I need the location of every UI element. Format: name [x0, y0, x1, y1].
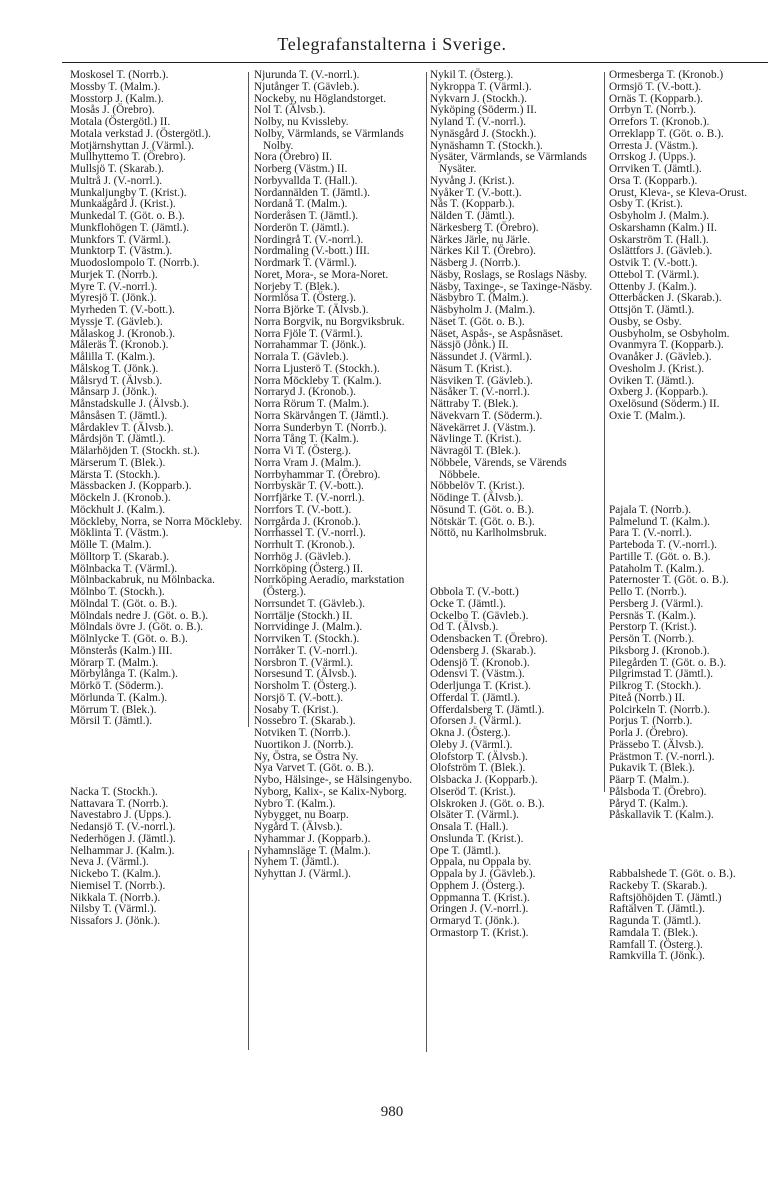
directory-entry: Olofstorp T. (Älvsb.).	[430, 750, 528, 763]
directory-entry: Myresjö T. (Jönk.).	[70, 292, 157, 305]
directory-entry: Näsby, Roslags, se Roslags Näsby.	[430, 268, 587, 281]
page-number: 980	[380, 1104, 404, 1120]
directory-entry: Ope T. (Jämtl.).	[430, 844, 501, 857]
directory-entry: Mölnlycke T. (Göt. o. B.).	[70, 633, 188, 645]
directory-entry: Nya Varvet T. (Göt. o. B.).	[254, 762, 374, 775]
directory-entry: Målilla T. (Kalm.).	[70, 351, 156, 363]
directory-entry: Närkes Kil T. (Örebro).	[430, 245, 536, 258]
directory-entry: Ousbyholm, se Osbyholm.	[609, 327, 730, 340]
directory-entry: Norra Fjöle T. (Värml.).	[254, 327, 363, 340]
directory-entry: Norrfors T. (V.-bott.).	[254, 503, 352, 516]
directory-entry: Norra Möckleby T. (Kalm.).	[254, 374, 382, 387]
directory-entry: Ovanmyra T. (Kopparb.).	[609, 339, 724, 352]
directory-entry: Mårdsjön T. (Jämtl.).	[70, 433, 166, 446]
spacer	[430, 564, 604, 576]
directory-entry: Påryd T. (Kalm.).	[609, 797, 688, 810]
directory-entry: Orsa T. (Kopparb.).	[609, 174, 698, 187]
directory-entry: Nävekvarn T. (Söderm.).	[430, 409, 543, 422]
spacer	[609, 481, 781, 493]
directory-entry: Mässbacken J. (Kopparb.).	[70, 480, 192, 493]
directory-entry: Olseröd T. (Krist.).	[430, 785, 516, 798]
directory-entry: Närkes Järle, nu Järle.	[430, 233, 531, 246]
directory-entry: Multrå J. (V.-norrl.).	[70, 174, 163, 187]
directory-entry: Mullhyttemo T. (Örebro).	[70, 151, 186, 164]
directory-entry: Olofström T. (Blek.).	[430, 762, 526, 775]
directory-entry: Norderön T. (Jämtl.).	[254, 221, 350, 234]
directory-entry: Norrköping (Österg.) II.	[254, 562, 363, 575]
directory-entry: Nås T. (Kopparb.).	[430, 198, 515, 211]
directory-entry: Oppala, nu Oppala by.	[430, 856, 532, 869]
directory-entry: Nordingrå T. (V.-norrl.).	[254, 233, 364, 246]
directory-entry: Nuortikon J. (Norrb.).	[254, 738, 354, 751]
directory-entry: Näsberg J. (Norrb.).	[430, 257, 521, 269]
directory-entry: Oskarshamn (Kalm.) II.	[609, 221, 717, 234]
directory-entry: Munkflohögen T. (Jämtl.).	[70, 221, 190, 234]
directory-entry: Opphem J. (Österg.).	[430, 879, 525, 892]
directory-entry: Nyhamnsläge T. (Malm.).	[254, 844, 371, 857]
directory-entry: Orrskog J. (Upps.).	[609, 151, 696, 164]
directory-entry: Norra Björke T. (Älvsb.).	[254, 304, 369, 316]
column-4	[609, 70, 781, 963]
directory-entry: Niemisel T. (Norrb.).	[70, 879, 166, 892]
directory-entry: Näsåker T. (V.-norrl.).	[430, 386, 530, 399]
column-divider-1b	[248, 850, 249, 1050]
column-3	[430, 70, 604, 940]
directory-entry: Norrvidinge J. (Malm.).	[254, 621, 363, 634]
directory-entry: Od T. (Älvsb.).	[430, 621, 499, 634]
directory-entry: Ovesholm J. (Krist.).	[609, 362, 705, 375]
directory-entry: Märserum T. (Blek.).	[70, 456, 166, 469]
directory-entry: Måleräs T. (Kronob.).	[70, 339, 169, 352]
directory-entry: Oppala by J. (Gävleb.).	[430, 868, 536, 880]
directory-entry: Nyborg, Kalix-, se Kalix-Nyborg.	[254, 785, 407, 798]
directory-entry: Nattavara T. (Norrb.).	[70, 797, 169, 810]
directory-entry: Nossebro T. (Skarab.).	[254, 715, 356, 728]
directory-entry: Ragunda T. (Jämtl.).	[609, 915, 702, 927]
directory-entry: Persnäs T. (Kalm.).	[609, 609, 697, 622]
directory-entry: Okna J. (Österg.).	[430, 727, 511, 739]
directory-entry: Nosaby T. (Krist.).	[254, 703, 339, 716]
directory-entry: Nordmark T. (Värml.).	[254, 257, 357, 269]
directory-entry: Onsala T. (Hall.).	[430, 821, 509, 833]
directory-entry: Nyhammar J. (Kopparb.).	[254, 832, 371, 845]
directory-entry: Norberg (Västm.) II.	[254, 163, 348, 175]
directory-entry: Palmelund T. (Kalm.).	[609, 515, 710, 528]
directory-entry: Olsäter T. (Värml.).	[430, 809, 519, 822]
directory-entry: Nävragöl T. (Blek.).	[430, 445, 521, 457]
directory-entry: Mölnbackabruk, nu Mölnbacka.	[70, 574, 215, 587]
spacer	[609, 493, 781, 505]
directory-entry: Mörkö T. (Söderm.).	[70, 680, 164, 692]
directory-entry: Målsryd T. (Älvsb.).	[70, 374, 163, 387]
spacer	[430, 552, 604, 564]
directory-entry: Ousby, se Osby.	[609, 315, 682, 328]
directory-entry: Månsåsen T. (Jämtl.).	[70, 409, 168, 422]
directory-entry: Norbyvallda T. (Hall.).	[254, 174, 358, 187]
directory-entry: Prästmon T. (V.-norrl.).	[609, 750, 715, 763]
directory-entry: Norrhult T. (Kronob.).	[254, 539, 355, 551]
column-divider-3	[604, 72, 605, 792]
directory-entry: Norjeby T. (Blek.).	[254, 280, 340, 293]
directory-entry: Pilegården T. (Göt. o. B.).	[609, 656, 727, 669]
directory-entry: Mörlunda T. (Kalm.).	[70, 691, 168, 704]
directory-entry: Mörsil T. (Jämtl.).	[70, 715, 153, 728]
directory-entry: Norra Vram J. (Malm.).	[254, 456, 362, 469]
directory-entry: Nävekärret J. (Västm.).	[430, 421, 536, 434]
directory-entry: Norrgårda J. (Kronob.).	[254, 515, 361, 528]
directory-entry: Norrsundet T. (Gävleb.).	[254, 597, 365, 610]
directory-entry: Para T. (V.-norrl.).	[609, 527, 692, 540]
directory-entry: Pello T. (Norrb.).	[609, 586, 687, 598]
directory-entry: Munktorp T. (Västm.).	[70, 245, 173, 258]
spacer	[609, 822, 781, 834]
directory-entry: Nöttö, nu Karlholmsbruk.	[430, 527, 547, 540]
directory-entry: Mölltorp T. (Skarab.).	[70, 550, 170, 563]
section-first-entry: Pajala T. (Norrb.).	[609, 503, 692, 516]
directory-entry: Nykil T. (Österg.).	[430, 69, 514, 81]
directory-entry: Offerdal T. (Jämtl.).	[430, 691, 521, 704]
directory-entry: Nöbbele, Värends, se Värends Nöbbele.	[430, 456, 567, 481]
directory-entry: Nykvarn J. (Stockh.).	[430, 92, 527, 105]
directory-entry: Oleby J. (Värml.).	[430, 738, 513, 751]
directory-entry: Nybo, Hälsinge-, se Hälsingenybo.	[254, 774, 413, 786]
directory-entry: Nässundet J. (Värml.).	[430, 351, 532, 363]
directory-entry: Norrtälje (Stockh.) II.	[254, 609, 353, 622]
column-2	[254, 70, 426, 881]
directory-entry: Pukavik T. (Blek.).	[609, 762, 695, 775]
directory-entry: Muodoslompolo T. (Norrb.).	[70, 257, 200, 269]
directory-entry: Norrala T. (Gävleb.).	[254, 351, 349, 363]
directory-entry: Nelhammar J. (Kalm.).	[70, 844, 175, 857]
directory-entry: Nynäsgård J. (Stockh.).	[430, 127, 537, 140]
directory-entry: Oxberg J. (Kopparb.).	[609, 386, 709, 399]
section-first-entry: Nacka T. (Stockh.).	[70, 785, 158, 798]
directory-entry: Märsta T. (Stockh.).	[70, 468, 161, 481]
directory-entry: Olsbacka J. (Kopparb.).	[430, 774, 538, 786]
directory-entry: Närkesberg T. (Örebro).	[430, 221, 539, 234]
directory-entry: Ormsjö T. (V.-bott.).	[609, 80, 702, 93]
directory-entry: Norra Borgvik, nu Borgviksbruk.	[254, 315, 405, 328]
directory-entry: Norra Vi T. (Österg.).	[254, 445, 351, 457]
directory-entry: Nikkala T. (Norrb.).	[70, 891, 161, 904]
directory-entry: Piteå (Norrb.) II.	[609, 691, 685, 704]
directory-entry: Parteboda T. (V.-norrl.).	[609, 539, 717, 551]
directory-entry: Norra Rörum T. (Malm.).	[254, 398, 370, 410]
directory-entry: Persberg J. (Värml.).	[609, 597, 704, 610]
directory-entry: Norrviken T. (Stockh.).	[254, 633, 360, 645]
directory-entry: Paternoster T. (Göt. o. B.).	[609, 574, 729, 587]
directory-entry: Nockeby, nu Höglandstorget.	[254, 92, 387, 105]
directory-entry: Nissafors J. (Jönk.).	[70, 915, 161, 927]
directory-entry: Mörbylånga T. (Kalm.).	[70, 668, 178, 681]
directory-entry: Nederhögen J. (Jämtl.).	[70, 832, 176, 845]
directory-entry: Ormastorp T. (Krist.).	[430, 926, 529, 939]
directory-entry: Onslunda T. (Krist.).	[430, 832, 524, 845]
directory-entry: Munkedal T. (Göt. o. B.).	[70, 210, 185, 222]
directory-entry: Nilsby T. (Värml.).	[70, 903, 157, 916]
directory-entry: Nybro T. (Kalm.).	[254, 797, 336, 810]
directory-entry: Norrfjärke T. (V.-norrl.).	[254, 492, 365, 504]
directory-entry: Norraryd J. (Kronob.).	[254, 386, 356, 399]
directory-entry: Nötskär T. (Göt. o. B.).	[430, 515, 535, 528]
directory-entry: Motjärnshyttan J. (Värml.).	[70, 139, 194, 152]
directory-entry: Njutånger T. (Gävleb.).	[254, 80, 360, 93]
spacer	[70, 763, 242, 775]
directory-entry: Nälden T. (Jämtl.).	[430, 210, 515, 222]
directory-entry: Nässjö (Jönk.) II.	[430, 339, 509, 352]
spacer	[70, 752, 242, 764]
directory-entry: Mölnbacka T. (Värml.).	[70, 562, 178, 575]
directory-entry: Näsby, Taxinge-, se Taxinge-Näsby.	[430, 280, 593, 293]
section-first-entry: Rabbalshede T. (Göt. o. B.).	[609, 868, 736, 880]
directory-entry: Odensberg J. (Skarab.).	[430, 644, 537, 657]
directory-entry: Nödinge T. (Älvsb.).	[430, 492, 524, 504]
directory-entry: Oringen J. (V.-norrl.).	[430, 903, 529, 916]
directory-entry: Norrbyhammar T. (Örebro).	[254, 468, 381, 481]
directory-entry: Månsarp J. (Jönk.).	[70, 386, 157, 399]
directory-entry: Offerdalsberg T. (Jämtl.).	[430, 703, 545, 716]
column-divider-1	[248, 72, 249, 727]
directory-entry: Orrviken T. (Jämtl.).	[609, 163, 702, 175]
directory-entry: Pilgrimstad T. (Jämtl.).	[609, 668, 714, 681]
directory-entry: Raftsjöhöjden T. (Jämtl.)	[609, 891, 722, 904]
spacer	[430, 540, 604, 552]
directory-entry: Norrköping Aeradio, markstation (Österg.).	[254, 574, 405, 598]
directory-entry: Norra Tång T. (Kalm.).	[254, 433, 359, 446]
directory-entry: Mörrum T. (Blek.).	[70, 703, 157, 716]
directory-entry: Munkaägård J. (Krist.).	[70, 198, 176, 211]
directory-entry: Näset T. (Göt. o. B.).	[430, 315, 525, 328]
directory-entry: Nol T. (Älvsb.).	[254, 104, 326, 117]
directory-entry: Oxie T. (Malm.).	[609, 409, 686, 422]
directory-entry: Nordanå T. (Malm.).	[254, 198, 348, 211]
directory-entry: Näsum T. (Krist.).	[430, 362, 513, 375]
directory-entry: Odensbacken T. (Örebro).	[430, 633, 548, 645]
directory-entry: Nygård T. (Älvsb.).	[254, 821, 343, 833]
directory-entry: Odensjö T. (Kronob.).	[430, 656, 530, 669]
spacer	[609, 446, 781, 458]
directory-entry: Nykroppa T. (Värml.).	[430, 80, 532, 93]
directory-entry: Ockelbo T. (Gävleb.).	[430, 609, 529, 622]
page-title: Telegrafanstalterna i Sverige.	[277, 34, 507, 54]
directory-entry: Murjek T. (Norrb.).	[70, 268, 158, 281]
directory-entry: Ramkvilla T. (Jönk.).	[609, 950, 705, 963]
directory-entry: Ottenby J. (Kalm.).	[609, 280, 697, 293]
directory-entry: Norråker T. (V.-norrl.).	[254, 644, 358, 657]
directory-entry: Mossby T. (Malm.).	[70, 80, 161, 93]
directory-entry: Mölndal T. (Göt. o. B.).	[70, 597, 178, 610]
directory-entry: Mårdaklev T. (Älvsb.).	[70, 421, 174, 434]
spacer	[609, 458, 781, 470]
directory-entry: Mosstorp J. (Kalm.).	[70, 92, 164, 105]
directory-entry: Norderåsen T. (Jämtl.).	[254, 210, 359, 222]
directory-entry: Nysäter, Värmlands, se Värmlands Nysäter.	[430, 151, 587, 175]
directory-entry: Oforsen J. (Värml.).	[430, 715, 522, 728]
directory-entry: Oskarström T. (Hall.).	[609, 233, 709, 246]
header-rule	[62, 62, 768, 63]
directory-entry: Odensvi T. (Västm.).	[430, 668, 525, 681]
directory-entry: Pilkrog T. (Stockh.).	[609, 680, 702, 692]
directory-entry: Oppmanna T. (Krist.).	[430, 891, 530, 904]
directory-entry: Partille T. (Göt. o. B.).	[609, 550, 711, 563]
directory-entry: Porjus T. (Norrb.).	[609, 715, 693, 728]
spacer	[609, 470, 781, 482]
directory-entry: Raftälven T. (Jämtl.).	[609, 903, 705, 916]
directory-entry: Mullsjö T. (Skarab.).	[70, 163, 165, 175]
column-1	[70, 70, 242, 928]
directory-entry: Målskog T. (Jönk.).	[70, 362, 159, 375]
directory-entry: Noret, Mora-, se Mora-Noret.	[254, 268, 389, 281]
directory-entry: Nyland T. (V.-norrl.).	[430, 116, 527, 128]
directory-entry: Möklinta T. (Västm.).	[70, 527, 169, 540]
directory-entry: Nybygget, nu Boarp.	[254, 809, 349, 822]
directory-entry: Norrahammar T. (Jönk.).	[254, 339, 367, 352]
directory-entry: Ormesberga T. (Kronob.)	[609, 69, 724, 81]
directory-entry: Påskallavik T. (Kalm.).	[609, 809, 714, 822]
directory-entry: Näsbybro T. (Malm.).	[430, 292, 529, 305]
directory-entry: Norsholm T. (Österg.).	[254, 680, 357, 692]
directory-entry: Nöbbelöv T. (Krist.).	[430, 480, 525, 493]
directory-entry: Norsbron T. (Värml.).	[254, 656, 354, 669]
directory-entry: Månstadskulle J. (Älvsb.).	[70, 398, 189, 410]
directory-entry: Norrbyskär T. (V.-bott.).	[254, 480, 364, 493]
column-divider-2	[426, 72, 427, 1052]
directory-entry: Nyköping (Söderm.) II.	[430, 104, 537, 117]
directory-entry: Oderljunga T. (Krist.).	[430, 680, 531, 692]
directory-entry: Oviken T. (Jämtl.).	[609, 374, 695, 387]
directory-entry: Orrbyn T. (Norrb.).	[609, 104, 697, 117]
directory-entry: Ovanåker J. (Gävleb.).	[609, 351, 712, 363]
directory-entry: Nordmaling (V.-bott.) III.	[254, 245, 370, 258]
directory-entry: Orrefors T. (Kronob.).	[609, 116, 710, 128]
directory-entry: Ny, Östra, se Östra Ny.	[254, 750, 359, 763]
directory-entry: Ornäs T. (Kopparb.).	[609, 92, 704, 105]
directory-entry: Norrhassel T. (V.-norrl.).	[254, 527, 366, 540]
spacer	[70, 740, 242, 752]
directory-entry: Polcirkeln T. (Norrb.).	[609, 703, 710, 716]
directory-entry: Ottebol T. (Värml.).	[609, 268, 700, 281]
directory-entry: Nyåker T. (V.-bott.).	[430, 186, 522, 199]
directory-entry: Myssje T. (Gävleb.).	[70, 315, 163, 328]
directory-entry: Munkfors T. (Värml.).	[70, 233, 171, 246]
directory-entry: Näsviken T. (Gävleb.).	[430, 374, 533, 387]
directory-entry: Mönsterås (Kalm.) III.	[70, 644, 173, 657]
directory-entry: Näsbyholm J. (Malm.).	[430, 304, 536, 316]
directory-entry: Prässebo T. (Älvsb.).	[609, 738, 704, 751]
directory-entry: Nolby, nu Kvissleby.	[254, 116, 349, 128]
directory-entry: Nyhem T. (Jämtl.).	[254, 856, 340, 869]
directory-entry: Möckhult J. (Kalm.).	[70, 503, 166, 516]
directory-entry: Nynäshamn T. (Stockh.).	[430, 139, 543, 152]
directory-entry: Möckeln J. (Kronob.).	[70, 492, 171, 504]
spacer	[609, 434, 781, 446]
directory-entry: Oslättfors J. (Gävleb.).	[609, 245, 713, 258]
directory-entry: Oxelösund (Söderm.) II.	[609, 398, 720, 410]
directory-entry: Perstorp T. (Krist.).	[609, 621, 697, 634]
directory-entry: Mölnbo T. (Stockh.).	[70, 586, 165, 598]
directory-entry: Mölndals nedre J. (Göt. o. B.).	[70, 609, 209, 622]
directory-entry: Olskroken J. (Göt. o. B.).	[430, 797, 545, 810]
directory-entry: Orresta J. (Västm.).	[609, 139, 698, 152]
directory-entry: Norrhög J. (Gävleb.).	[254, 550, 351, 563]
directory-entry: Persön T. (Norrb.).	[609, 633, 695, 645]
directory-entry: Otterbäcken J. (Skarab.).	[609, 292, 722, 305]
directory-entry: Mölle T. (Malm.).	[70, 539, 152, 551]
directory-entry: Ramfall T. (Österg.).	[609, 938, 703, 951]
directory-entry: Ocke T. (Jämtl.).	[430, 597, 506, 610]
directory-entry: Nora (Örebro) II.	[254, 151, 333, 164]
directory-entry: Osbyholm J. (Malm.).	[609, 210, 710, 222]
directory-entry: Munkaljungby T. (Krist.).	[70, 186, 187, 199]
directory-entry: Nättraby T. (Blek.).	[430, 398, 519, 410]
directory-entry: Norra Skärvången T. (Jämtl.).	[254, 409, 389, 422]
directory-entry: Orreklapp T. (Göt. o. B.).	[609, 127, 724, 140]
directory-entry: Rackeby T. (Skarab.).	[609, 879, 708, 892]
directory-entry: Nävlinge T. (Krist.).	[430, 433, 522, 446]
directory-entry: Mälarhöjden T. (Stockh. st.).	[70, 445, 200, 457]
directory-entry: Nolby, Värmlands, se Värmlands Nolby.	[254, 127, 404, 152]
directory-entry: Norra Sunderbyn T. (Norrb.).	[254, 421, 387, 434]
directory-entry: Njurunda T. (V.-norrl.).	[254, 69, 360, 81]
directory-entry: Norra Ljusterö T. (Stockh.).	[254, 362, 380, 375]
directory-entry: Ormaryd T. (Jönk.).	[430, 915, 520, 927]
directory-entry: Nyvång J. (Krist.).	[430, 174, 515, 187]
directory-entry: Möckleby, Norra, se Norra Möckleby.	[70, 515, 243, 528]
directory-entry: Myre T. (V.-norrl.).	[70, 280, 158, 293]
directory-entry: Normlösa T. (Österg.).	[254, 292, 356, 305]
directory-entry: Nickebo T. (Kalm.).	[70, 868, 161, 880]
directory-entry: Ottsjön T. (Jämtl.).	[609, 304, 695, 316]
directory-entry: Nösund T. (Göt. o. B.).	[430, 503, 535, 516]
directory-entry: Nyhyttan J. (Värml.).	[254, 868, 351, 880]
directory-entry: Pataholm T. (Kalm.).	[609, 562, 705, 575]
directory-entry: Norsesund T. (Älvsb.).	[254, 668, 357, 681]
directory-entry: Nordannälden T. (Jämtl.).	[254, 186, 370, 199]
directory-entry: Piksborg J. (Kronob.).	[609, 644, 710, 657]
spacer	[70, 775, 242, 787]
directory-entry: Moskosel T. (Norrb.).	[70, 69, 169, 81]
directory-entry: Osby T. (Krist.).	[609, 198, 683, 211]
directory-entry: Ostvik T. (V.-bott.).	[609, 257, 698, 269]
directory-entry: Målaskog J. (Kronob.).	[70, 327, 176, 340]
directory-entry: Näset, Aspås-, se Aspåsnäset.	[430, 327, 564, 340]
spacer	[609, 834, 781, 846]
section-first-entry: Obbola T. (V.-bott.)	[430, 586, 519, 598]
directory-entry: Orust, Kleva-, se Kleva-Orust.	[609, 186, 748, 199]
directory-entry: Navestabro J. (Upps.).	[70, 809, 172, 822]
directory-entry: Päarp T. (Malm.).	[609, 774, 690, 786]
spacer	[609, 846, 781, 858]
directory-entry: Motala (Östergötl.) II.	[70, 116, 171, 128]
directory-entry: Nedansjö T. (V.-norrl.).	[70, 821, 176, 833]
directory-entry: Motala verkstad J. (Östergötl.).	[70, 127, 211, 140]
directory-entry: Mölndals övre J. (Göt. o. B.).	[70, 621, 204, 634]
directory-entry: Ramdala T. (Blek.).	[609, 926, 698, 939]
directory-entry: Mosås J. (Örebro).	[70, 104, 155, 117]
directory-entry: Mörarp T. (Malm.).	[70, 656, 159, 669]
directory-entry: Notviken T. (Norrb.).	[254, 727, 351, 739]
directory-entry: Norsjö T. (V.-bott.).	[254, 691, 344, 704]
directory-entry: Porla J. (Örebro).	[609, 727, 689, 739]
directory-entry: Myrheden T. (V.-bott.).	[70, 304, 175, 316]
directory-entry: Neva J. (Värml.).	[70, 856, 149, 869]
spacer	[609, 423, 781, 435]
spacer	[70, 728, 242, 740]
directory-entry: Pålsboda T. (Örebro).	[609, 785, 707, 798]
